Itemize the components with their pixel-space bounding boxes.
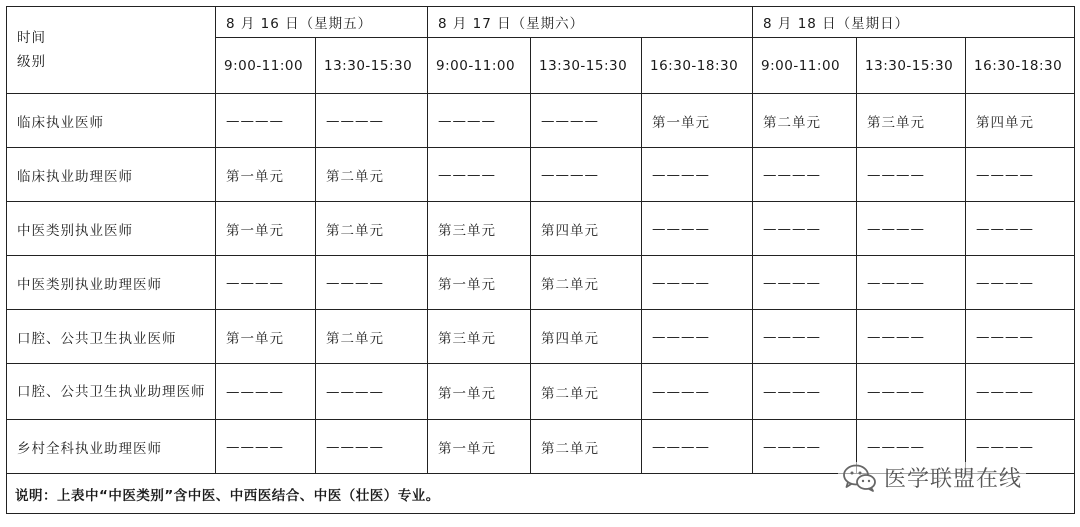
table-row bbox=[7, 148, 1075, 202]
level-label: 口腔、公共卫生执业医师 bbox=[7, 310, 216, 364]
schedule-cell: ———— bbox=[216, 420, 316, 474]
watermark bbox=[838, 462, 1026, 493]
schedule-cell: 第一单元 bbox=[428, 364, 531, 420]
schedule-cell: ———— bbox=[642, 420, 753, 474]
slot-header: 13:30-15:30 bbox=[316, 38, 428, 94]
schedule-cell: ———— bbox=[966, 364, 1075, 420]
level-label: 中医类别执业助理医师 bbox=[7, 256, 216, 310]
wechat-icon bbox=[842, 463, 878, 493]
slot-header: 9:00-11:00 bbox=[428, 38, 531, 94]
schedule-cell: ———— bbox=[642, 202, 753, 256]
schedule-cell: ———— bbox=[753, 256, 857, 310]
table-row bbox=[7, 256, 1075, 310]
schedule-cell: ———— bbox=[966, 202, 1075, 256]
watermark-text: 医学联盟在线 bbox=[884, 467, 1023, 492]
schedule-cell: 第三单元 bbox=[857, 94, 966, 148]
table-row bbox=[7, 94, 1075, 148]
schedule-cell: ———— bbox=[857, 256, 966, 310]
schedule-cell: 第一单元 bbox=[428, 256, 531, 310]
schedule-cell: ———— bbox=[642, 148, 753, 202]
level-label: 临床执业医师 bbox=[7, 94, 216, 148]
level-label: 口腔、公共卫生执业助理医师 bbox=[7, 364, 216, 420]
schedule-cell: 第四单元 bbox=[966, 94, 1075, 148]
schedule-cell: ———— bbox=[966, 256, 1075, 310]
schedule-cell: 第二单元 bbox=[531, 420, 642, 474]
schedule-cell: ———— bbox=[753, 310, 857, 364]
schedule-cell: ———— bbox=[531, 94, 642, 148]
schedule-cell: 第三单元 bbox=[428, 310, 531, 364]
schedule-cell: 第三单元 bbox=[428, 202, 531, 256]
day-header-aug18: 8 月 18 日（星期日） bbox=[753, 7, 1075, 38]
schedule-cell: ———— bbox=[966, 420, 1075, 474]
slot-header: 13:30-15:30 bbox=[857, 38, 966, 94]
slot-header: 9:00-11:00 bbox=[753, 38, 857, 94]
schedule-cell: 第四单元 bbox=[531, 310, 642, 364]
schedule-cell: ———— bbox=[316, 94, 428, 148]
slot-header: 16:30-18:30 bbox=[642, 38, 753, 94]
schedule-cell: 第二单元 bbox=[753, 94, 857, 148]
schedule-cell: 第二单元 bbox=[316, 310, 428, 364]
schedule-cell: ———— bbox=[753, 364, 857, 420]
schedule-cell: ———— bbox=[642, 310, 753, 364]
schedule-cell: 第四单元 bbox=[531, 202, 642, 256]
schedule-cell: 第二单元 bbox=[531, 364, 642, 420]
schedule-cell: ———— bbox=[753, 420, 857, 474]
schedule-cell: ———— bbox=[857, 202, 966, 256]
schedule-cell: ———— bbox=[216, 364, 316, 420]
slot-header: 13:30-15:30 bbox=[531, 38, 642, 94]
day-header-aug16: 8 月 16 日（星期五） bbox=[216, 7, 428, 38]
table-note: 说明：上表中“中医类别”含中医、中西医结合、中医（壮医）专业。 bbox=[7, 474, 1075, 514]
schedule-cell: ———— bbox=[857, 420, 966, 474]
schedule-cell: ———— bbox=[642, 256, 753, 310]
exam-schedule-table bbox=[6, 6, 1075, 514]
schedule-cell: ———— bbox=[753, 202, 857, 256]
table-row bbox=[7, 364, 1075, 420]
schedule-cell: 第一单元 bbox=[642, 94, 753, 148]
schedule-cell: 第二单元 bbox=[316, 202, 428, 256]
schedule-cell: 第一单元 bbox=[216, 310, 316, 364]
corner-time-label: 时间 bbox=[17, 30, 46, 46]
schedule-cell: ———— bbox=[316, 364, 428, 420]
schedule-cell: 第一单元 bbox=[428, 420, 531, 474]
schedule-cell: 第一单元 bbox=[216, 202, 316, 256]
schedule-cell: ———— bbox=[857, 310, 966, 364]
schedule-cell: ———— bbox=[316, 256, 428, 310]
slot-header: 16:30-18:30 bbox=[966, 38, 1075, 94]
schedule-cell: ———— bbox=[216, 94, 316, 148]
table-row bbox=[7, 202, 1075, 256]
schedule-cell: 第一单元 bbox=[216, 148, 316, 202]
schedule-cell: ———— bbox=[316, 420, 428, 474]
table-row bbox=[7, 310, 1075, 364]
day-header-aug17: 8 月 17 日（星期六） bbox=[428, 7, 753, 38]
corner-level-label: 级别 bbox=[17, 54, 46, 70]
corner-header-cell bbox=[7, 7, 216, 94]
schedule-cell: 第二单元 bbox=[316, 148, 428, 202]
schedule-cell: ———— bbox=[857, 364, 966, 420]
schedule-cell: ———— bbox=[216, 256, 316, 310]
schedule-cell: ———— bbox=[753, 148, 857, 202]
schedule-cell: ———— bbox=[531, 148, 642, 202]
schedule-cell: 第二单元 bbox=[531, 256, 642, 310]
header-row-days bbox=[7, 7, 1075, 38]
schedule-cell: ———— bbox=[428, 94, 531, 148]
schedule-cell: ———— bbox=[966, 148, 1075, 202]
schedule-cell: ———— bbox=[966, 310, 1075, 364]
level-label: 乡村全科执业助理医师 bbox=[7, 420, 216, 474]
schedule-cell: ———— bbox=[428, 148, 531, 202]
level-label: 中医类别执业医师 bbox=[7, 202, 216, 256]
schedule-cell: ———— bbox=[857, 148, 966, 202]
schedule-cell: ———— bbox=[642, 364, 753, 420]
level-label: 临床执业助理医师 bbox=[7, 148, 216, 202]
slot-header: 9:00-11:00 bbox=[216, 38, 316, 94]
